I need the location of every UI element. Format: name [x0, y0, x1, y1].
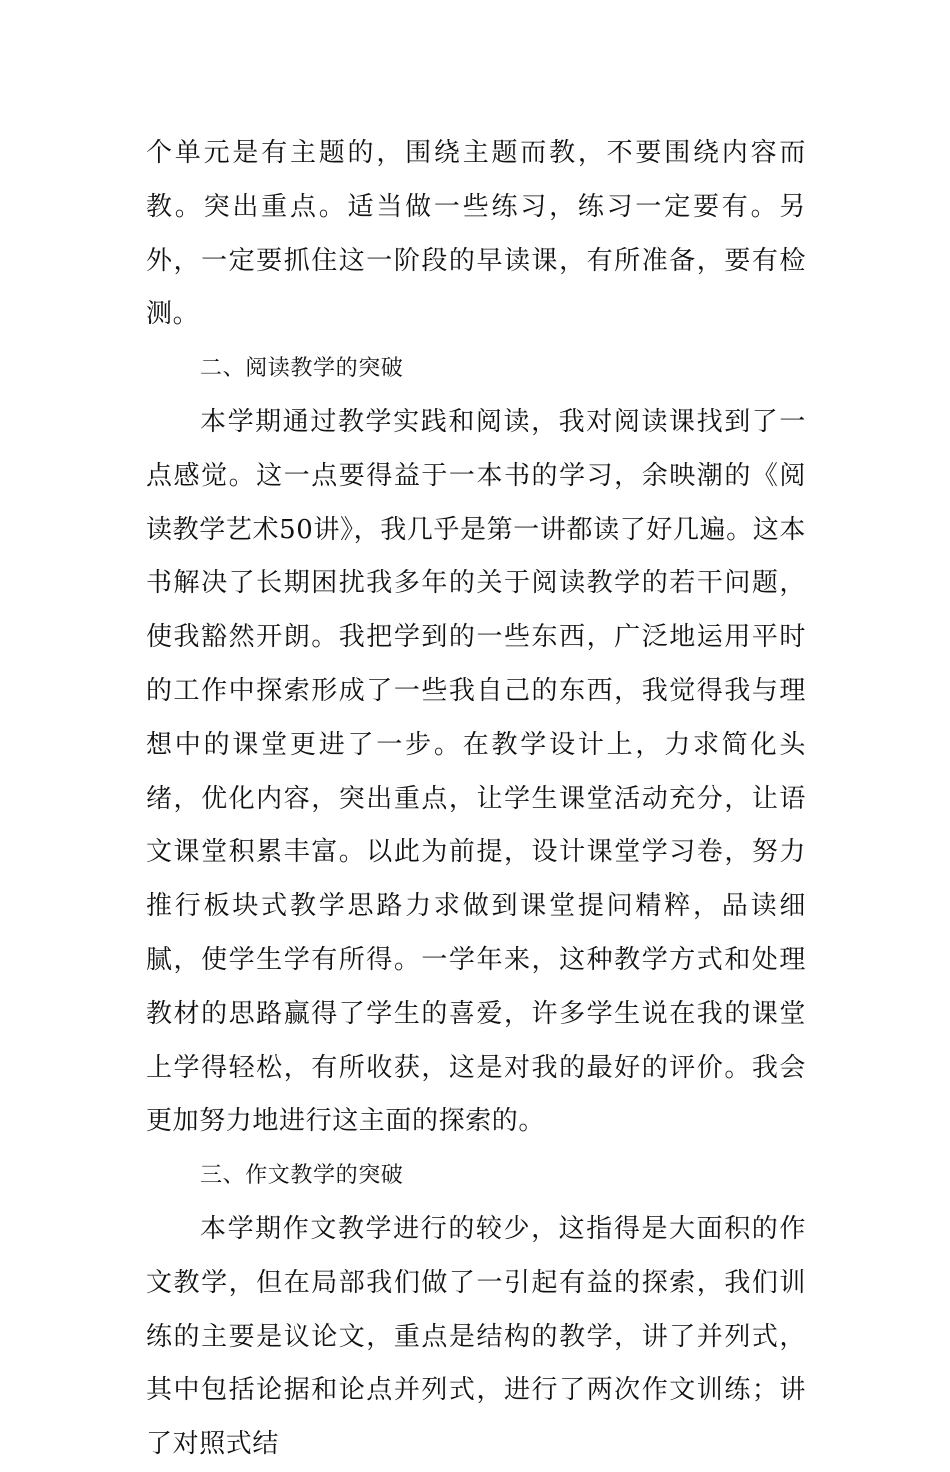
section-heading-reading: 二、阅读教学的突破: [200, 356, 404, 382]
paragraph-continuation: 个单元是有主题的，围绕主题而教，不要围绕内容而教。突出重点。适当做一些练习，练习一定要有。另外，一定要抓住这一阶段的早读课，有所准备，要有检测。: [146, 138, 806, 330]
paragraph-reading: 本学期通过教学实践和阅读，我对阅读课找到了一点感觉。这一点要得益于一本书的学习，余映潮的《阅读教学艺术50讲》，我几乎是第一讲都读了好几遍。这本书解决了长期困扰我多年的关于阅读教学的若干问题，使我豁然开朗。我把学到的一些东西，广泛地运用平时的工作中探索形成了一些我自己的东西，我觉得我与理想中的课堂更进了一步。在教学设计上，力求简化头绪，优化内容，突出重点，让学生课堂活动充分，让语文课堂积累丰富。以此为前提，设计课堂学习卷，努力推行板块式教学思路力求做到课堂提问精粹，品读细腻，使学生学有所得。一学年来，这种教学方式和处理教材的思路赢得了学生的喜爱，许多学生说在我的课堂上学得轻松，有所收获，这是对我的最好的评价。我会更加努力地进行这主面的探索的。: [146, 406, 806, 1137]
section-heading-writing: 三、作文教学的突破: [200, 1163, 404, 1189]
document-body: [146, 127, 806, 1472]
paragraph-writing: 本学期作文教学进行的较少，这指得是大面积的作文教学，但在局部我们做了一引起有益的探索，我们训练的主要是议论文，重点是结构的教学，讲了并列式，其中包括论据和论点并列式，进行了两次作文训练；讲了对照式结: [146, 1213, 806, 1460]
